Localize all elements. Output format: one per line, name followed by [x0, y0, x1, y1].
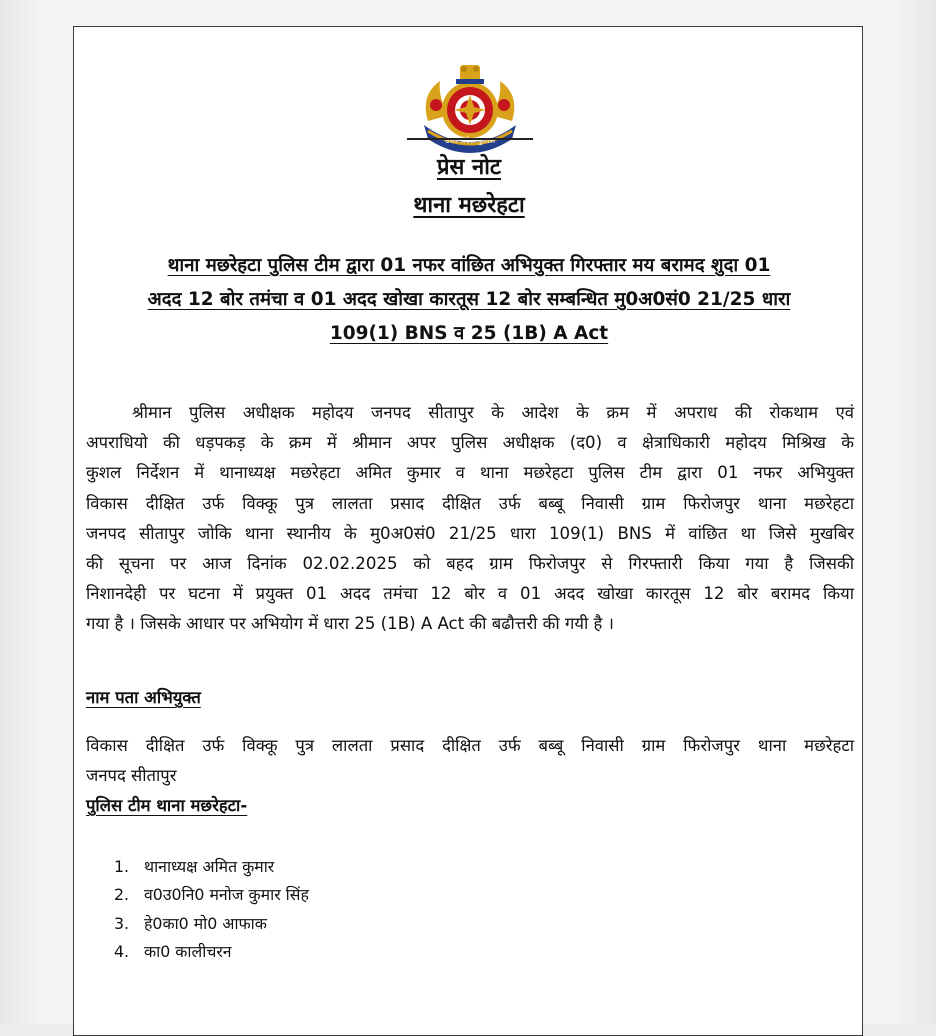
accused-line: विकास दीक्षित उर्फ विक्कू पुत्र लालता प्रसाद दीक्षित उर्फ बब्बू निवासी ग्राम फिरोजपुर थाना मछरेहटा [86, 736, 854, 755]
list-item [114, 853, 309, 881]
list-number: 2. [114, 885, 130, 905]
body-line: विकास दीक्षित उर्फ विक्कू पुत्र लालता प्रसाद दीक्षित उर्फ बब्बू निवासी ग्राम फिरोजपुर थाना मछरेहटा [86, 493, 854, 513]
accused-heading: नाम पता अभियुक्त [86, 688, 201, 707]
body-line: जनपद सीतापुर जोकि थाना स्थानीय के मु0अ0सं0 21/25 धारा 109(1) BNS में वांछित था जिसे मुखबिर [86, 523, 854, 543]
list-number: 1. [114, 857, 130, 876]
accused-line: जनपद सीतापुर [86, 766, 177, 786]
body-line: निशानदेही पर घटना में प्रयुक्त 01 अदद तमंचा 12 बोर व 01 अदद खोखा कारतूस 12 बोर बरामद किया [86, 584, 854, 604]
body-line: गया है । जिसके आधार पर अभियोग में धारा 25 (1B) A Act की बढौत्तरी की गयी है । [86, 614, 614, 634]
police-team-heading: पुलिस टीम थाना मछरेहटा- [86, 796, 248, 815]
emblem-ribbon-text: उत्तर प्रदेश पुलिस [445, 136, 495, 145]
body-line: अपराधियो की धड़पकड़ के क्रम में श्रीमान अपर पुलिस अधीक्षक (द0) व क्षेत्राधिकारी महोदय मिश्रिख के [86, 433, 854, 453]
press-note-page [73, 26, 863, 1036]
list-item [114, 938, 309, 966]
subject-line: अदद 12 बोर तमंचा व 01 अदद खोखा कारतूस 12 बोर सम्बन्धित मु0अ0सं0 21/25 धारा [147, 289, 791, 310]
team-member-name: हे0का0 मो0 आफाक [144, 913, 267, 933]
police-team-list [114, 853, 309, 967]
emblem-divider [407, 138, 533, 140]
subject-line: थाना मछरेहटा पुलिस टीम द्वारा 01 नफर वांछित अभियुक्त गिरफ्तार मय बरामद शुदा 01 [167, 255, 771, 276]
list-number: 3. [114, 913, 130, 933]
body-line: श्रीमान पुलिस अधीक्षक महोदय जनपद सीतापुर के आदेश के क्रम में अपराध की रोकथाम एवं [132, 403, 854, 422]
page-title: प्रेस नोट [436, 155, 502, 180]
press-note-body [86, 398, 854, 640]
accused-details [86, 731, 854, 791]
subject-line: 109(1) BNS व 25 (1B) A Act [329, 323, 609, 344]
team-member-name: व0उ0नि0 मनोज कुमार सिंह [144, 885, 309, 905]
list-item [114, 881, 309, 909]
up-police-emblem [414, 55, 526, 155]
body-line: की सूचना पर आज दिनांक 02.02.2025 को बहद ग्राम फिरोजपुर से गिरफ्तारी किया गया है जिसकी [86, 554, 854, 574]
list-item [114, 910, 309, 938]
subject-heading [86, 249, 852, 351]
police-station-name: थाना मछरेहटा [413, 193, 525, 218]
team-member-name: का0 कालीचरन [144, 942, 232, 962]
body-line: कुशल निर्देशन में थानाध्यक्ष मछरेहटा अमित कुमार व थाना मछरेहटा पुलिस टीम द्वारा 01 नफर अभियुक्त [86, 463, 854, 483]
list-number: 4. [114, 942, 130, 962]
team-member-name: थानाध्यक्ष अमित कुमार [144, 857, 275, 876]
